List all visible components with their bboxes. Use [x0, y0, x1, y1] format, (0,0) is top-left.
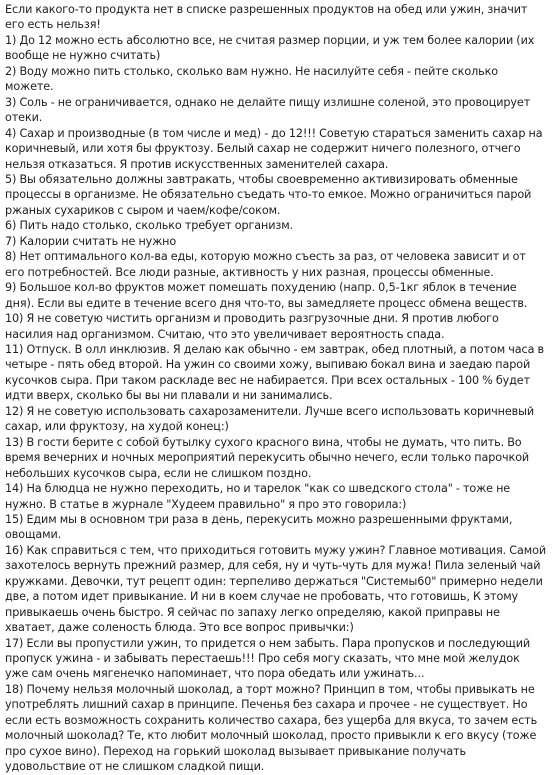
rule-16-paragraph: 16) Как справиться с тем, что приходиться готовить мужу ужин? Главное мотивация. Самой захотелось вернуть прежний размер, для себя, ну и чуть-чуть для мужа! Пила зеленый чай кружками. Девочки, тут рецепт один: терпеливо держаться "Системы60" примерно недели две, а потом идет привыкание. И ни в коем случае не пробовать, что готовишь, К этому привыкаешь очень быстро. Я сейчас по запаху легко определяю, какой приправы не хватает, даже соленость блюда. Это все вопрос привычки:)	[5, 543, 546, 635]
rule-7-paragraph: 7) Калории считать не нужно	[5, 234, 177, 248]
rule-13-paragraph: 13) В гости берите с собой бутылку сухого красного вина, чтобы не думать, что пить. Во время вечерних и ночных мероприятий перекусить обычно нечего, если только парочкой небольших кусочков сыра, если не слишком поздно.	[5, 435, 530, 480]
rule-8-paragraph: 8) Нет оптимального кол-ва еды, которую можно съесть за раз, от человека зависит и от его потребностей. Все люди разные, активность у них разная, процессы обменные.	[5, 250, 526, 279]
rule-3-paragraph: 3) Соль - не ограничивается, однако не делайте пищу излишне соленой, это провоцирует отеки.	[5, 95, 531, 125]
rule-9-paragraph: 9) Большое кол-во фруктов может помешать похудению (напр. 0,5-1кг яблок в течение дня). Если вы едите в течение всего дня что-то, вы замедляете процесс обмена веществ.	[5, 281, 528, 310]
rule-1-paragraph: 1) До 12 можно есть абсолютно все, не считая размер порции, и уж тем более калории (их вообще не нужно считать)	[5, 33, 535, 63]
intro-paragraph: Если какого-то продукта нет в списке разрешенных продуктов на обед или ужин, значит его есть нельзя!	[5, 3, 528, 32]
rule-6-paragraph: 6) Пить надо столько, сколько требует организм.	[5, 219, 294, 233]
rule-10-paragraph: 10) Я не советую чистить организм и проводить разгрузочные дни. Я против любого насилия над организмом. Считаю, что это увеличивает вероятность спада.	[5, 312, 499, 341]
rule-5-paragraph: 5) Вы обязательно должны завтракать, чтобы своевременно активизировать обменные процессы в организме. Не обязательно съедать что-то емкое. Можно ограничиться парой ржаных сухариков с сыром и чаем/кофе/соком.	[5, 172, 532, 217]
rule-14-paragraph: 14) На блюдца не нужно переходить, но и тарелок "как со шведского стола" - тоже не нужно. В статье в журнале "Худеем правильно" я про это говорила:)	[5, 482, 511, 511]
rule-4-paragraph: 4) Сахар и производные (в том числе и мед) - до 12!!! Советую стараться заменить сахар на коричневый, или хотя бы фруктозу. Белый сахар не содержит ничего полезного, отчего нельзя отказаться. Я против искусственных заменителей сахара.	[5, 126, 543, 171]
rule-12-paragraph: 12) Я не советую использовать сахарозаменители. Лучше всего использовать коричневый сахар, или фруктозу, на худой конец:)	[5, 404, 535, 434]
rule-2-paragraph: 2) Воду можно пить столько, сколько вам нужно. Не насилуйте себя - пейте сколько можете.	[5, 64, 499, 94]
rule-15-paragraph: 15) Едим мы в основном три раза в день, перекусить можно разрешенными фруктами, овощами.	[5, 512, 513, 542]
rule-18-paragraph: 18) Почему нельзя молочный шоколад, а торт можно? Принцип в том, чтобы привыкать не употреблять лишний сахар в принципе. Печенья без сахара и прочее - не существует. Но если есть возможность сохранить количество сахара, без ущерба для вкуса, то зачем есть молочный шоколад? Те, кто любит молочный шоколад, просто привыкли к его вкусу (тоже про сухое вино). Переход на горький шоколад вызывает привыкание получать удовольствие от не слишком сладкой пищи.	[5, 682, 538, 774]
rule-11-paragraph: 11) Отпуск. В олл инклюзив. Я делаю как обычно - ем завтрак, обед плотный, а потом часа в четыре - пять обед второй. На ужин со своими хожу, выпиваю бокал вина и заедаю парой кусочков сыра. При таком раскладе вес не набирается. При всех остальных - 100 % будет идти вверх, сколько бы вы ни плавали и ни занимались.	[5, 342, 545, 403]
rule-17-paragraph: 17) Если вы пропустили ужин, то придется о нем забыть. Пара пропусков и последующий пропуск ужина - и забывать перестаешь!!! Про себя могу сказать, что мне мой желудок уже сам очень мягенечко напоминает, что пора обедать или ужинать...	[5, 636, 531, 681]
